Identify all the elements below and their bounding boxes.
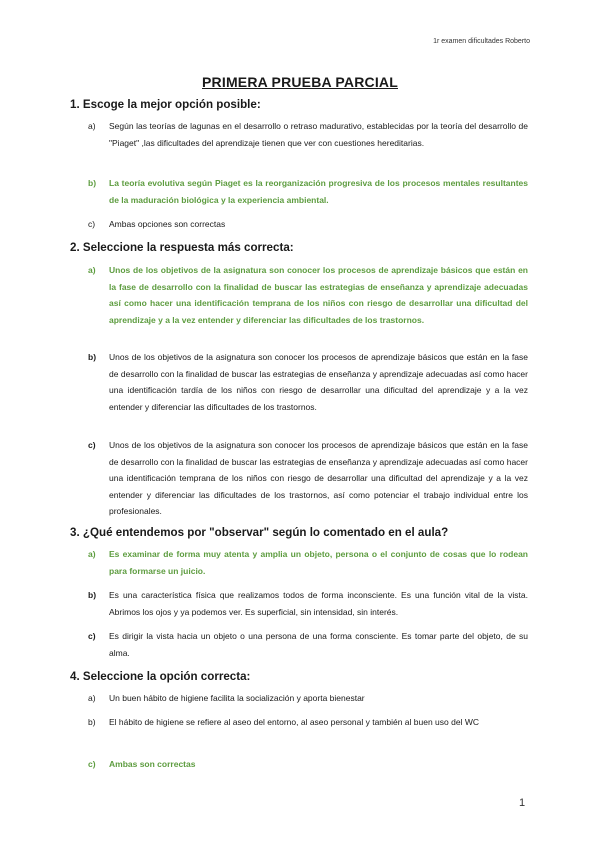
q2-option-a-correct [88,262,528,328]
option-text: Es examinar de forma muy atenta y amplia un objeto, persona o el conjunto de cosas que lo rodean para formarse un juicio. [109,549,528,576]
q2-option-c [88,437,528,520]
option-text: Ambas opciones son correctas [109,219,226,229]
option-text: La teoría evolutiva según Piaget es la reorganización progresiva de los procesos mentales resultantes de la maduración biológica y la experiencia ambiental. [109,178,528,205]
option-text: Unos de los objetivos de la asignatura son conocer los procesos de aprendizaje básicos que están en la fase de desarrollo con la finalidad de buscar las estrategias de enseñanza y aprendizaje adecuadas así como hacer una identificación tardía de los niños con riesgo de desarrollar una dificultad del aprendizaje y a la vez entender y diferenciar las dificultades de los trastornos. [109,352,528,412]
option-marker: a) [88,693,96,703]
option-marker: c) [88,440,96,450]
q4-option-a [88,690,528,707]
header-note: 1r examen dificultades Roberto [433,38,530,45]
option-marker: a) [88,121,96,131]
question-3-heading: 3. ¿Qué entendemos por "observar" según lo comentado en el aula? [70,526,449,539]
option-text: Es dirigir la vista hacia un objeto o una persona de una forma consciente. Es tomar parte del objeto, de su alma. [109,631,528,658]
option-text: El hábito de higiene se refiere al aseo del entorno, al aseo personal y también al buen uso del WC [109,717,479,727]
q1-option-c [88,216,528,233]
question-2-heading: 2. Seleccione la respuesta más correcta: [70,241,294,254]
option-text: Es una característica física que realizamos todos de forma inconsciente. Es una función vital de la vista. Abrimos los ojos y ya podemos ver. Es superficial, sin intensidad, sin interés. [109,590,528,617]
option-marker: a) [88,549,96,559]
question-4-heading: 4. Seleccione la opción correcta: [70,670,251,683]
option-text: Unos de los objetivos de la asignatura son conocer los procesos de aprendizaje básicos que están en la fase de desarrollo con la finalidad de buscar las estrategias de enseñanza y aprendizaje adecuadas así como hacer una identificación temprana de los niños con riesgo de desarrollar una dificultad del aprendizaje y a la vez entender y diferenciar las dificultades de los trastornos, así como potenciar el trabajo individual entre los profesionales. [109,440,528,516]
q3-option-b [88,587,528,620]
option-marker: c) [88,219,96,229]
page-number: 1 [519,797,526,809]
option-marker: b) [88,352,97,362]
option-marker: b) [88,717,96,727]
q1-option-b-correct [88,175,528,208]
q2-option-b [88,349,528,415]
q4-option-b [88,714,528,731]
option-marker: a) [88,265,96,275]
q3-option-a-correct [88,546,528,579]
question-1-heading: 1. Escoge la mejor opción posible: [70,98,261,111]
q4-option-c-correct [88,756,528,773]
option-text: Unos de los objetivos de la asignatura son conocer los procesos de aprendizaje básicos que están en la fase de desarrollo con la finalidad de buscar las estrategias de enseñanza y aprendizaje adecuadas así como hacer una identificación temprana de los niños con riesgo de desarrollar una dificultad del aprendizaje y a la vez entender y diferenciar las dificultades de los trastornos. [109,265,528,325]
option-marker: b) [88,590,97,600]
option-text: Según las teorías de lagunas en el desarrollo o retraso madurativo, establecidas por la teoría del desarrollo de "Piaget" ,las dificultades del aprendizaje tienen que ver con cuestiones hereditarias. [109,121,528,148]
option-marker: b) [88,178,97,188]
option-text: Un buen hábito de higiene facilita la socialización y aporta bienestar [109,693,365,703]
q3-option-c [88,628,528,661]
page-title: PRIMERA PRUEBA PARCIAL [202,74,398,90]
option-marker: c) [88,759,96,769]
option-marker: c) [88,631,96,641]
q1-option-a [88,118,528,151]
option-text: Ambas son correctas [109,759,196,769]
